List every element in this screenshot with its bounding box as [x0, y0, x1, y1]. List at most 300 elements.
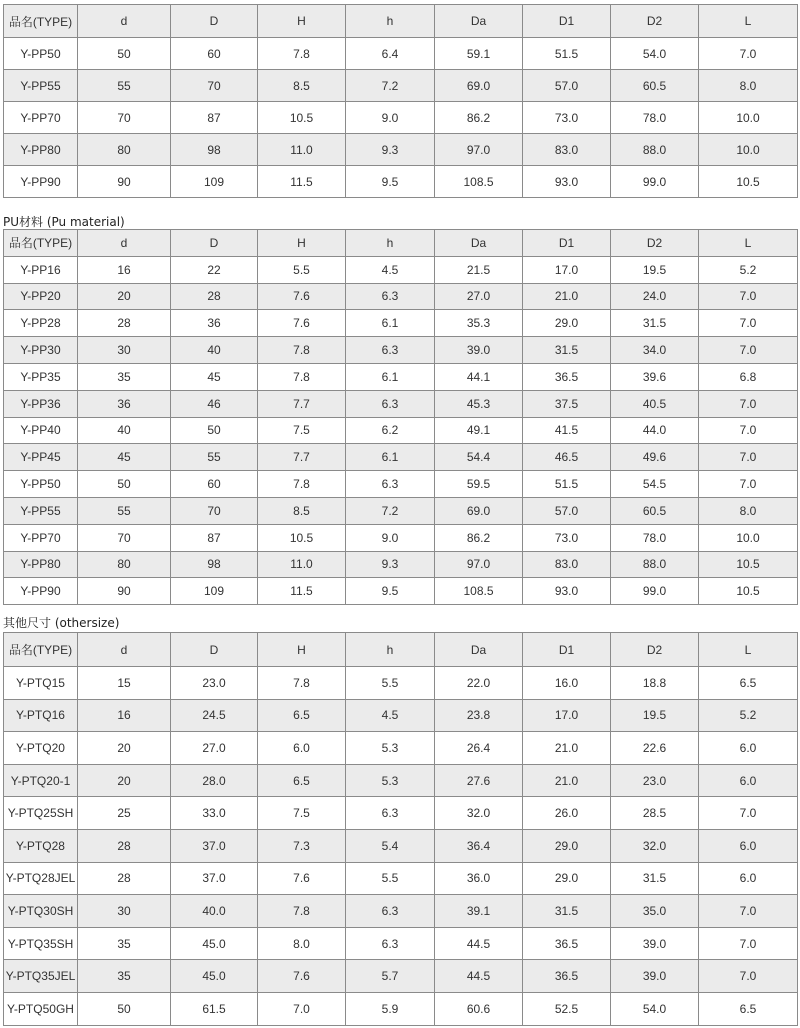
column-header: Da: [435, 5, 523, 38]
value-cell: 19.5: [611, 256, 699, 283]
table2-caption: PU材料 (Pu material): [3, 215, 125, 229]
value-cell: 23.0: [171, 667, 258, 700]
value-cell: 11.0: [258, 551, 346, 578]
column-header: D2: [611, 5, 699, 38]
value-cell: 35.0: [611, 895, 699, 928]
value-cell: 80: [78, 134, 171, 166]
value-cell: 49.1: [435, 417, 523, 444]
value-cell: 10.5: [699, 551, 798, 578]
value-cell: 5.5: [346, 667, 435, 700]
value-cell: 80: [78, 551, 171, 578]
value-cell: 55: [171, 444, 258, 471]
type-cell: Y-PP55: [4, 497, 78, 524]
value-cell: 40: [78, 417, 171, 444]
value-cell: 6.0: [699, 732, 798, 765]
value-cell: 7.0: [699, 38, 798, 70]
value-cell: 109: [171, 578, 258, 605]
table-row: [4, 102, 798, 134]
value-cell: 8.5: [258, 497, 346, 524]
value-cell: 7.3: [258, 829, 346, 862]
table-row: [4, 497, 798, 524]
value-cell: 16: [78, 699, 171, 732]
value-cell: 36.5: [523, 927, 611, 960]
value-cell: 8.0: [258, 927, 346, 960]
value-cell: 36.5: [523, 363, 611, 390]
value-cell: 7.8: [258, 895, 346, 928]
header-row: [4, 633, 798, 667]
value-cell: 37.0: [171, 829, 258, 862]
value-cell: 109: [171, 166, 258, 198]
value-cell: 7.6: [258, 960, 346, 993]
value-cell: 10.0: [699, 134, 798, 166]
value-cell: 27.0: [435, 283, 523, 310]
value-cell: 108.5: [435, 166, 523, 198]
column-header: L: [699, 633, 798, 667]
type-cell: Y-PP28: [4, 310, 78, 337]
value-cell: 6.5: [699, 992, 798, 1025]
value-cell: 10.5: [258, 524, 346, 551]
value-cell: 40.5: [611, 390, 699, 417]
value-cell: 7.8: [258, 38, 346, 70]
column-header: d: [78, 230, 171, 257]
value-cell: 32.0: [435, 797, 523, 830]
table-row: [4, 764, 798, 797]
value-cell: 4.5: [346, 699, 435, 732]
table1-section: [3, 4, 797, 198]
value-cell: 36.5: [523, 960, 611, 993]
value-cell: 36.4: [435, 829, 523, 862]
column-header: L: [699, 230, 798, 257]
type-cell: Y-PTQ30SH: [4, 895, 78, 928]
value-cell: 11.0: [258, 134, 346, 166]
value-cell: 10.0: [699, 102, 798, 134]
value-cell: 6.8: [699, 363, 798, 390]
value-cell: 45: [171, 363, 258, 390]
type-cell: Y-PTQ28JEL: [4, 862, 78, 895]
table-row: [4, 310, 798, 337]
value-cell: 52.5: [523, 992, 611, 1025]
value-cell: 5.5: [346, 862, 435, 895]
value-cell: 21.0: [523, 764, 611, 797]
value-cell: 59.1: [435, 38, 523, 70]
column-header: Da: [435, 230, 523, 257]
value-cell: 6.2: [346, 417, 435, 444]
value-cell: 7.7: [258, 390, 346, 417]
value-cell: 7.0: [699, 310, 798, 337]
value-cell: 20: [78, 283, 171, 310]
spec-table-1: [3, 4, 798, 198]
value-cell: 7.5: [258, 417, 346, 444]
value-cell: 40.0: [171, 895, 258, 928]
value-cell: 11.5: [258, 166, 346, 198]
value-cell: 28.0: [171, 764, 258, 797]
value-cell: 30: [78, 337, 171, 364]
value-cell: 6.3: [346, 927, 435, 960]
spec-table-2: [3, 229, 798, 605]
value-cell: 28: [78, 310, 171, 337]
value-cell: 6.1: [346, 310, 435, 337]
value-cell: 70: [171, 70, 258, 102]
value-cell: 45: [78, 444, 171, 471]
value-cell: 15: [78, 667, 171, 700]
column-header: d: [78, 5, 171, 38]
value-cell: 44.0: [611, 417, 699, 444]
type-cell: Y-PP80: [4, 134, 78, 166]
value-cell: 70: [78, 524, 171, 551]
value-cell: 60.5: [611, 70, 699, 102]
value-cell: 9.3: [346, 551, 435, 578]
value-cell: 26.0: [523, 797, 611, 830]
value-cell: 54.0: [611, 38, 699, 70]
value-cell: 29.0: [523, 829, 611, 862]
table3-caption: 其他尺寸 (othersize): [3, 616, 120, 630]
value-cell: 31.5: [611, 310, 699, 337]
value-cell: 6.4: [346, 38, 435, 70]
value-cell: 36: [78, 390, 171, 417]
value-cell: 90: [78, 166, 171, 198]
value-cell: 90: [78, 578, 171, 605]
column-header: D2: [611, 633, 699, 667]
value-cell: 51.5: [523, 471, 611, 498]
value-cell: 28: [78, 862, 171, 895]
value-cell: 6.3: [346, 471, 435, 498]
value-cell: 7.6: [258, 310, 346, 337]
type-cell: Y-PTQ35JEL: [4, 960, 78, 993]
table-row: [4, 992, 798, 1025]
value-cell: 32.0: [611, 829, 699, 862]
type-cell: Y-PP16: [4, 256, 78, 283]
value-cell: 31.5: [523, 895, 611, 928]
spec-table-3: [3, 632, 798, 1026]
value-cell: 60.5: [611, 497, 699, 524]
value-cell: 20: [78, 732, 171, 765]
value-cell: 98: [171, 551, 258, 578]
column-header: 品名(TYPE): [4, 230, 78, 257]
value-cell: 5.7: [346, 960, 435, 993]
value-cell: 23.8: [435, 699, 523, 732]
column-header: D2: [611, 230, 699, 257]
value-cell: 37.5: [523, 390, 611, 417]
value-cell: 31.5: [611, 862, 699, 895]
value-cell: 17.0: [523, 699, 611, 732]
value-cell: 6.0: [699, 862, 798, 895]
value-cell: 99.0: [611, 578, 699, 605]
value-cell: 5.4: [346, 829, 435, 862]
value-cell: 6.1: [346, 444, 435, 471]
table2-section: [3, 229, 797, 605]
column-header: D: [171, 230, 258, 257]
value-cell: 36.0: [435, 862, 523, 895]
value-cell: 18.8: [611, 667, 699, 700]
value-cell: 6.5: [699, 667, 798, 700]
value-cell: 93.0: [523, 578, 611, 605]
type-cell: Y-PP40: [4, 417, 78, 444]
value-cell: 87: [171, 102, 258, 134]
table-row: [4, 699, 798, 732]
column-header: H: [258, 5, 346, 38]
value-cell: 54.5: [611, 471, 699, 498]
column-header: D1: [523, 5, 611, 38]
value-cell: 7.8: [258, 363, 346, 390]
value-cell: 7.6: [258, 283, 346, 310]
column-header: h: [346, 230, 435, 257]
table-row: [4, 551, 798, 578]
value-cell: 99.0: [611, 166, 699, 198]
value-cell: 49.6: [611, 444, 699, 471]
value-cell: 29.0: [523, 310, 611, 337]
value-cell: 28: [78, 829, 171, 862]
type-cell: Y-PTQ28: [4, 829, 78, 862]
value-cell: 46: [171, 390, 258, 417]
value-cell: 57.0: [523, 70, 611, 102]
type-cell: Y-PP50: [4, 38, 78, 70]
table-row: [4, 895, 798, 928]
value-cell: 22: [171, 256, 258, 283]
value-cell: 5.2: [699, 256, 798, 283]
value-cell: 70: [171, 497, 258, 524]
value-cell: 7.0: [699, 337, 798, 364]
value-cell: 45.0: [171, 960, 258, 993]
value-cell: 25: [78, 797, 171, 830]
table-row: [4, 667, 798, 700]
type-cell: Y-PP30: [4, 337, 78, 364]
value-cell: 7.8: [258, 667, 346, 700]
column-header: d: [78, 633, 171, 667]
value-cell: 45.0: [171, 927, 258, 960]
column-header: H: [258, 633, 346, 667]
value-cell: 57.0: [523, 497, 611, 524]
header-row: [4, 5, 798, 38]
value-cell: 7.0: [699, 283, 798, 310]
value-cell: 73.0: [523, 524, 611, 551]
value-cell: 11.5: [258, 578, 346, 605]
table-row: [4, 38, 798, 70]
value-cell: 8.0: [699, 70, 798, 102]
type-cell: Y-PTQ35SH: [4, 927, 78, 960]
value-cell: 97.0: [435, 551, 523, 578]
type-cell: Y-PP20: [4, 283, 78, 310]
value-cell: 22.0: [435, 667, 523, 700]
value-cell: 33.0: [171, 797, 258, 830]
value-cell: 59.5: [435, 471, 523, 498]
value-cell: 8.5: [258, 70, 346, 102]
value-cell: 7.0: [699, 390, 798, 417]
value-cell: 44.5: [435, 927, 523, 960]
value-cell: 21.0: [523, 283, 611, 310]
value-cell: 39.0: [435, 337, 523, 364]
value-cell: 54.0: [611, 992, 699, 1025]
value-cell: 108.5: [435, 578, 523, 605]
value-cell: 9.0: [346, 524, 435, 551]
table-row: [4, 797, 798, 830]
table-row: [4, 134, 798, 166]
value-cell: 60: [171, 38, 258, 70]
type-cell: Y-PTQ50GH: [4, 992, 78, 1025]
value-cell: 16: [78, 256, 171, 283]
value-cell: 70: [78, 102, 171, 134]
value-cell: 50: [78, 471, 171, 498]
value-cell: 7.5: [258, 797, 346, 830]
column-header: 品名(TYPE): [4, 633, 78, 667]
column-header: D1: [523, 633, 611, 667]
type-cell: Y-PP45: [4, 444, 78, 471]
column-header: Da: [435, 633, 523, 667]
value-cell: 35: [78, 363, 171, 390]
value-cell: 10.5: [699, 166, 798, 198]
type-cell: Y-PP70: [4, 524, 78, 551]
value-cell: 6.5: [258, 699, 346, 732]
column-header: h: [346, 633, 435, 667]
value-cell: 5.2: [699, 699, 798, 732]
value-cell: 6.0: [699, 829, 798, 862]
value-cell: 20: [78, 764, 171, 797]
value-cell: 60: [171, 471, 258, 498]
value-cell: 7.0: [699, 797, 798, 830]
value-cell: 45.3: [435, 390, 523, 417]
type-cell: Y-PP70: [4, 102, 78, 134]
table-row: [4, 862, 798, 895]
value-cell: 27.6: [435, 764, 523, 797]
value-cell: 7.8: [258, 337, 346, 364]
column-header: D: [171, 633, 258, 667]
value-cell: 28: [171, 283, 258, 310]
value-cell: 39.0: [611, 927, 699, 960]
table-row: [4, 524, 798, 551]
value-cell: 55: [78, 497, 171, 524]
value-cell: 6.3: [346, 337, 435, 364]
value-cell: 21.5: [435, 256, 523, 283]
table-row: [4, 283, 798, 310]
value-cell: 9.5: [346, 166, 435, 198]
value-cell: 98: [171, 134, 258, 166]
value-cell: 97.0: [435, 134, 523, 166]
value-cell: 86.2: [435, 524, 523, 551]
value-cell: 21.0: [523, 732, 611, 765]
value-cell: 5.5: [258, 256, 346, 283]
value-cell: 60.6: [435, 992, 523, 1025]
value-cell: 31.5: [523, 337, 611, 364]
value-cell: 69.0: [435, 70, 523, 102]
value-cell: 22.6: [611, 732, 699, 765]
value-cell: 51.5: [523, 38, 611, 70]
value-cell: 88.0: [611, 551, 699, 578]
value-cell: 6.5: [258, 764, 346, 797]
value-cell: 55: [78, 70, 171, 102]
value-cell: 9.5: [346, 578, 435, 605]
value-cell: 88.0: [611, 134, 699, 166]
value-cell: 93.0: [523, 166, 611, 198]
value-cell: 7.0: [699, 927, 798, 960]
table-row: [4, 927, 798, 960]
value-cell: 6.0: [699, 764, 798, 797]
value-cell: 6.3: [346, 895, 435, 928]
value-cell: 24.0: [611, 283, 699, 310]
value-cell: 40: [171, 337, 258, 364]
table-row: [4, 578, 798, 605]
type-cell: Y-PP90: [4, 578, 78, 605]
value-cell: 10.5: [258, 102, 346, 134]
value-cell: 10.0: [699, 524, 798, 551]
table-row: [4, 337, 798, 364]
value-cell: 8.0: [699, 497, 798, 524]
value-cell: 87: [171, 524, 258, 551]
value-cell: 35.3: [435, 310, 523, 337]
value-cell: 36: [171, 310, 258, 337]
table-row: [4, 732, 798, 765]
value-cell: 6.3: [346, 283, 435, 310]
value-cell: 50: [78, 992, 171, 1025]
value-cell: 34.0: [611, 337, 699, 364]
value-cell: 5.9: [346, 992, 435, 1025]
value-cell: 7.0: [699, 960, 798, 993]
table-row: [4, 166, 798, 198]
type-cell: Y-PTQ20: [4, 732, 78, 765]
value-cell: 46.5: [523, 444, 611, 471]
value-cell: 50: [171, 417, 258, 444]
value-cell: 27.0: [171, 732, 258, 765]
table-row: [4, 471, 798, 498]
header-row: [4, 230, 798, 257]
table-row: [4, 390, 798, 417]
value-cell: 24.5: [171, 699, 258, 732]
value-cell: 6.0: [258, 732, 346, 765]
value-cell: 7.8: [258, 471, 346, 498]
table3-section: [3, 632, 797, 1026]
value-cell: 7.6: [258, 862, 346, 895]
value-cell: 83.0: [523, 134, 611, 166]
type-cell: Y-PTQ15: [4, 667, 78, 700]
value-cell: 7.0: [699, 895, 798, 928]
type-cell: Y-PP90: [4, 166, 78, 198]
value-cell: 6.3: [346, 390, 435, 417]
value-cell: 50: [78, 38, 171, 70]
value-cell: 35: [78, 927, 171, 960]
column-header: 品名(TYPE): [4, 5, 78, 38]
value-cell: 7.0: [699, 417, 798, 444]
table-row: [4, 256, 798, 283]
value-cell: 6.3: [346, 797, 435, 830]
value-cell: 83.0: [523, 551, 611, 578]
value-cell: 28.5: [611, 797, 699, 830]
value-cell: 16.0: [523, 667, 611, 700]
value-cell: 44.5: [435, 960, 523, 993]
value-cell: 54.4: [435, 444, 523, 471]
value-cell: 78.0: [611, 524, 699, 551]
table-row: [4, 70, 798, 102]
value-cell: 7.0: [258, 992, 346, 1025]
value-cell: 44.1: [435, 363, 523, 390]
value-cell: 7.2: [346, 497, 435, 524]
type-cell: Y-PP80: [4, 551, 78, 578]
value-cell: 86.2: [435, 102, 523, 134]
value-cell: 29.0: [523, 862, 611, 895]
value-cell: 30: [78, 895, 171, 928]
value-cell: 78.0: [611, 102, 699, 134]
type-cell: Y-PTQ16: [4, 699, 78, 732]
value-cell: 9.3: [346, 134, 435, 166]
value-cell: 7.2: [346, 70, 435, 102]
type-cell: Y-PP35: [4, 363, 78, 390]
value-cell: 9.0: [346, 102, 435, 134]
type-cell: Y-PP55: [4, 70, 78, 102]
value-cell: 6.1: [346, 363, 435, 390]
value-cell: 37.0: [171, 862, 258, 895]
value-cell: 17.0: [523, 256, 611, 283]
value-cell: 39.0: [611, 960, 699, 993]
table-row: [4, 829, 798, 862]
value-cell: 5.3: [346, 764, 435, 797]
value-cell: 35: [78, 960, 171, 993]
